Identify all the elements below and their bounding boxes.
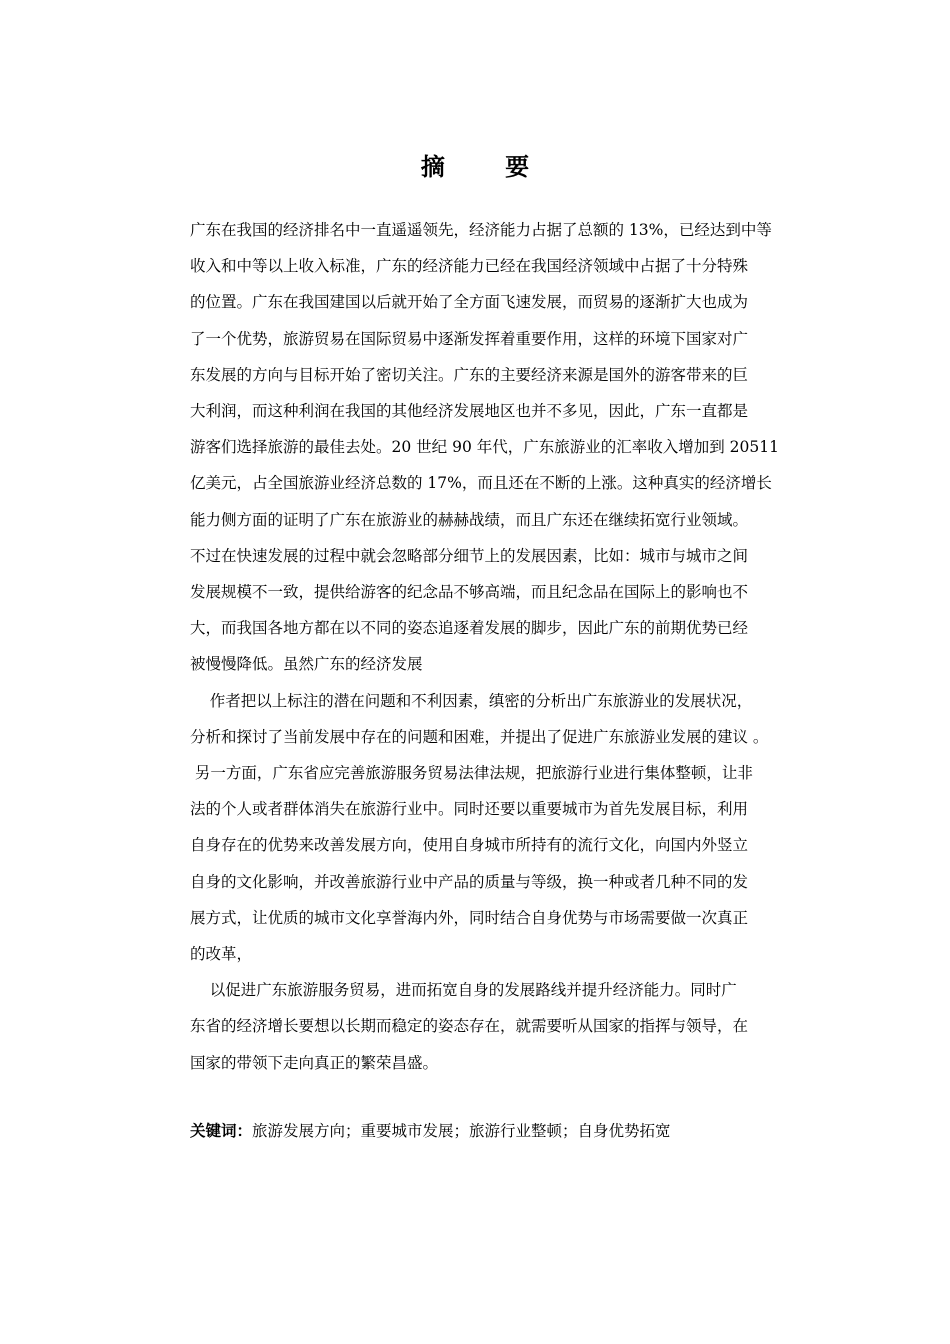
- keywords-text: 旅游发展方向；重要城市发展；旅游行业整顿；自身优势拓宽: [252, 1122, 671, 1140]
- text-line: 大利润，而这种利润在我国的其他经济发展地区也并不多见，因此，广东一直都是: [190, 402, 749, 420]
- text-line: 自身存在的优势来改善发展方向，使用自身城市所持有的流行文化，向国内外竖立: [190, 836, 749, 855]
- text-line: 广东在我国的经济排名中一直遥遥领先，经济能力占据了总额的 13%，已经达到中等: [190, 221, 772, 239]
- text-line: 发展规模不一致，提供给游客的纪念品不够高端，而且纪念品在国际上的影响也不: [190, 583, 749, 601]
- text-line: 大，而我国各地方都在以不同的姿态追逐着发展的脚步，因此广东的前期优势已经: [190, 619, 749, 638]
- text-line: 被慢慢降低。虽然广东的经济发展: [190, 655, 423, 674]
- page-title: 摘 要: [420, 153, 556, 181]
- text-line: 自身的文化影响，并改善旅游行业中产品的质量与等级，换一种或者几种不同的发: [190, 872, 749, 891]
- text-line: 东发展的方向与目标开始了密切关注。广东的主要经济来源是国外的游客带来的巨: [190, 365, 749, 384]
- text-line: 作者把以上标注的潜在问题和不利因素，缜密的分析出广东旅游业的发展状况，: [190, 691, 753, 710]
- text-line: 东省的经济增长要想以长期而稳定的姿态存在，就需要听从国家的指挥与领导，在: [190, 1017, 749, 1036]
- text-line: 国家的带领下走向真正的繁荣昌盛。: [190, 1053, 439, 1072]
- text-line: 不过在快速发展的过程中就会忽略部分细节上的发展因素，比如：城市与城市之间: [190, 546, 749, 565]
- text-line: 亿美元，占全国旅游业经济总数的 17%，而且还在不断的上涨。这种真实的经济增长: [190, 474, 772, 493]
- text-line: 游客们选择旅游的最佳去处。20 世纪 90 年代，广东旅游业的汇率收入增加到 20511: [190, 438, 779, 457]
- text-line: 的改革，: [190, 945, 253, 963]
- text-line: 分析和探讨了当前发展中存在的问题和困难，并提出了促进广东旅游业发展的建议 。: [190, 727, 769, 746]
- keywords-line: [190, 1120, 671, 1142]
- text-line: 能力侧方面的证明了广东在旅游业的赫赫战绩，而且广东还在继续拓宽行业领域。: [190, 510, 749, 529]
- text-line: 展方式，让优质的城市文化享誉海内外，同时结合自身优势与市场需要做一次真正: [190, 908, 749, 927]
- text-line: 法的个人或者群体消失在旅游行业中。同时还要以重要城市为首先发展目标，利用: [190, 800, 749, 819]
- text-line: 收入和中等以上收入标准，广东的经济能力已经在我国经济领域中占据了十分特殊: [190, 257, 749, 276]
- text-line: 的位置。广东在我国建国以后就开始了全方面飞速发展，而贸易的逐渐扩大也成为: [190, 293, 749, 312]
- text-line: 另一方面，广东省应完善旅游服务贸易法律法规，把旅游行业进行集体整顿，让非: [190, 764, 753, 782]
- keywords-label: 关键词：: [190, 1122, 253, 1140]
- text-line: 了一个优势，旅游贸易在国际贸易中逐渐发挥着重要作用，这样的环境下国家对广: [190, 329, 749, 348]
- text-line: 以促进广东旅游服务贸易，进而拓宽自身的发展路线并提升经济能力。同时广: [190, 981, 737, 1000]
